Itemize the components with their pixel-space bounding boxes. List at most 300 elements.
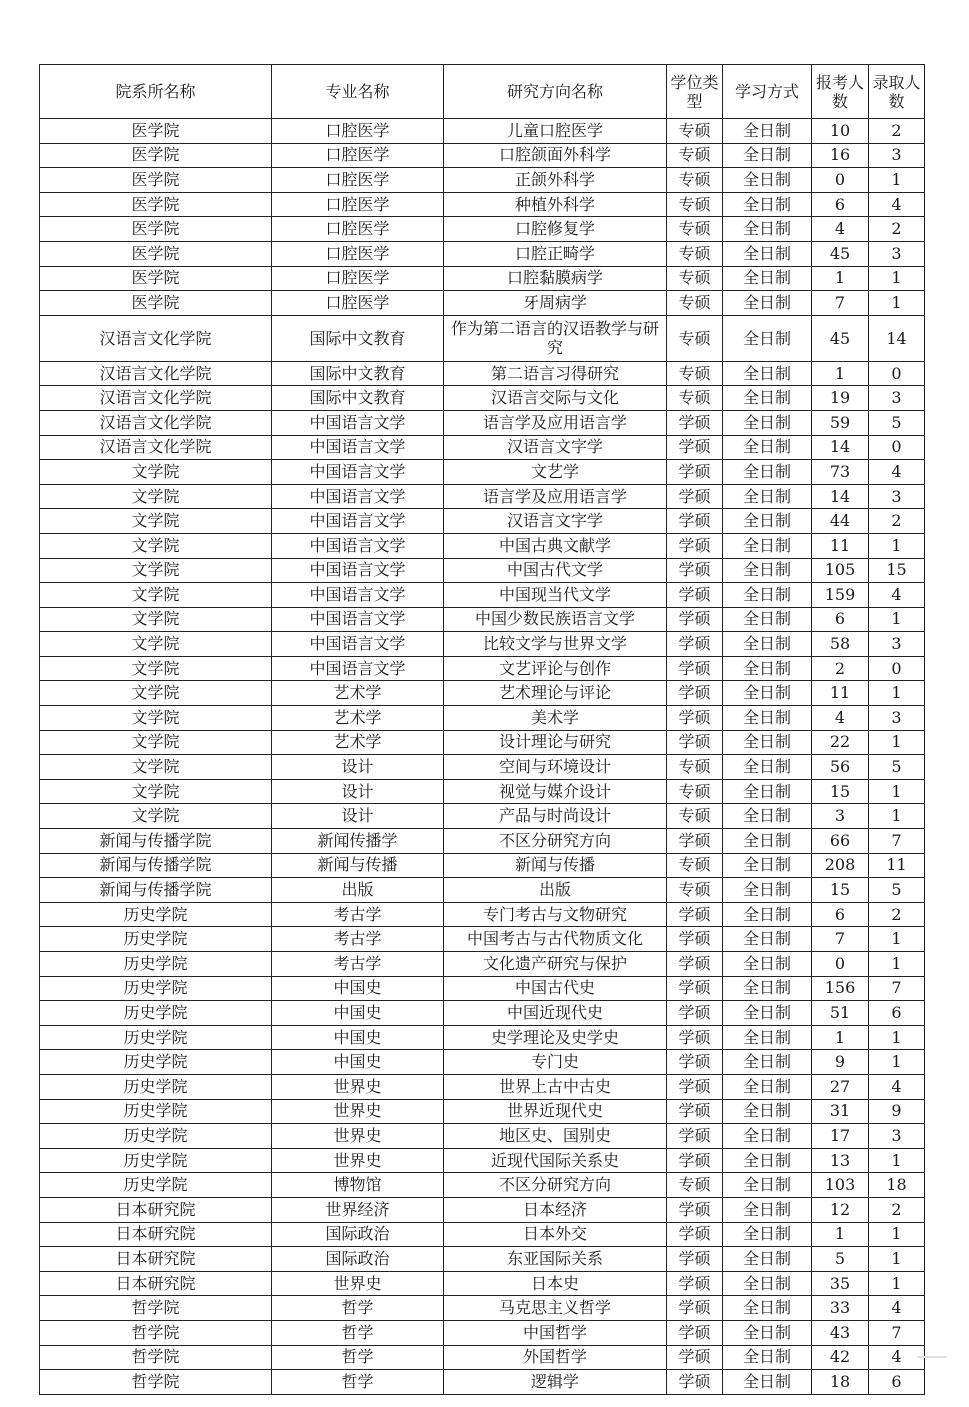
study-mode-cell: 全日制 (723, 1247, 812, 1272)
direction-cell: 美术学 (444, 706, 667, 731)
major-cell: 中国语言文学 (272, 558, 444, 583)
study-mode-cell: 全日制 (723, 952, 812, 977)
study-mode-cell: 全日制 (723, 1001, 812, 1026)
direction-cell: 东亚国际关系 (444, 1247, 667, 1272)
admitted-cell: 1 (869, 168, 925, 193)
admitted-cell: 1 (869, 1247, 925, 1272)
major-cell: 艺术学 (272, 681, 444, 706)
study-mode-cell: 全日制 (723, 484, 812, 509)
table-row (40, 952, 925, 977)
table-row (40, 558, 925, 583)
applicants-cell: 42 (812, 1345, 869, 1370)
study-mode-cell: 全日制 (723, 410, 812, 435)
table-row (40, 361, 925, 386)
direction-cell: 种植外科学 (444, 192, 667, 217)
degree-type-cell: 学硕 (667, 1271, 723, 1296)
major-cell: 中国语言文学 (272, 435, 444, 460)
table-row (40, 1296, 925, 1321)
applicants-cell: 66 (812, 829, 869, 854)
study-mode-cell: 全日制 (723, 927, 812, 952)
major-cell: 国际中文教育 (272, 386, 444, 411)
direction-cell: 史学理论及史学史 (444, 1025, 667, 1050)
direction-cell: 专门考古与文物研究 (444, 902, 667, 927)
direction-cell: 专门史 (444, 1050, 667, 1075)
applicants-cell: 18 (812, 1370, 869, 1395)
admitted-cell: 6 (869, 1001, 925, 1026)
degree-type-cell: 专硕 (667, 192, 723, 217)
major-cell: 口腔医学 (272, 168, 444, 193)
degree-type-cell: 学硕 (667, 976, 723, 1001)
major-cell: 中国史 (272, 976, 444, 1001)
table-row (40, 853, 925, 878)
department-cell: 新闻与传播学院 (40, 878, 272, 903)
direction-cell: 儿童口腔医学 (444, 119, 667, 144)
table-row (40, 410, 925, 435)
department-cell: 新闻与传播学院 (40, 853, 272, 878)
study-mode-cell: 全日制 (723, 241, 812, 266)
degree-type-cell: 专硕 (667, 779, 723, 804)
table-row (40, 1271, 925, 1296)
study-mode-cell: 全日制 (723, 533, 812, 558)
study-mode-cell: 全日制 (723, 976, 812, 1001)
degree-type-cell: 学硕 (667, 583, 723, 608)
admitted-cell: 0 (869, 361, 925, 386)
study-mode-cell: 全日制 (723, 143, 812, 168)
department-cell: 历史学院 (40, 1050, 272, 1075)
admissions-table (39, 64, 925, 1395)
applicants-cell: 59 (812, 410, 869, 435)
department-cell: 日本研究院 (40, 1271, 272, 1296)
applicants-cell: 12 (812, 1197, 869, 1222)
study-mode-cell: 全日制 (723, 1222, 812, 1247)
study-mode-cell: 全日制 (723, 706, 812, 731)
major-cell: 中国史 (272, 1001, 444, 1026)
admitted-cell: 15 (869, 558, 925, 583)
table-row (40, 755, 925, 780)
applicants-cell: 11 (812, 681, 869, 706)
degree-type-cell: 专硕 (667, 755, 723, 780)
table-row (40, 533, 925, 558)
major-cell: 出版 (272, 878, 444, 903)
admitted-cell: 6 (869, 1370, 925, 1395)
degree-type-cell: 学硕 (667, 829, 723, 854)
table-row (40, 1001, 925, 1026)
applicants-cell: 1 (812, 1222, 869, 1247)
admitted-cell: 3 (869, 706, 925, 731)
direction-cell: 地区史、国别史 (444, 1124, 667, 1149)
major-cell: 世界史 (272, 1124, 444, 1149)
department-cell: 汉语言文化学院 (40, 361, 272, 386)
department-cell: 哲学院 (40, 1320, 272, 1345)
table-row (40, 632, 925, 657)
direction-cell: 口腔黏膜病学 (444, 266, 667, 291)
major-cell: 中国语言文学 (272, 583, 444, 608)
applicants-cell: 56 (812, 755, 869, 780)
direction-cell: 中国古代文学 (444, 558, 667, 583)
direction-cell: 中国近现代史 (444, 1001, 667, 1026)
table-row (40, 1222, 925, 1247)
admitted-cell: 2 (869, 119, 925, 144)
applicants-cell: 17 (812, 1124, 869, 1149)
major-cell: 中国语言文学 (272, 460, 444, 485)
table-row (40, 1345, 925, 1370)
major-cell: 中国语言文学 (272, 656, 444, 681)
table-row (40, 291, 925, 316)
admitted-cell: 3 (869, 241, 925, 266)
department-cell: 历史学院 (40, 976, 272, 1001)
applicants-cell: 6 (812, 607, 869, 632)
table-row (40, 583, 925, 608)
admitted-cell: 3 (869, 386, 925, 411)
admitted-cell: 1 (869, 1222, 925, 1247)
study-mode-cell: 全日制 (723, 192, 812, 217)
admitted-cell: 7 (869, 1320, 925, 1345)
admitted-cell: 1 (869, 730, 925, 755)
direction-cell: 牙周病学 (444, 291, 667, 316)
department-cell: 历史学院 (40, 902, 272, 927)
major-cell: 哲学 (272, 1320, 444, 1345)
direction-cell: 口腔颌面外科学 (444, 143, 667, 168)
scroll-indicator (917, 1356, 947, 1358)
department-cell: 哲学院 (40, 1296, 272, 1321)
admitted-cell: 5 (869, 878, 925, 903)
department-cell: 历史学院 (40, 1173, 272, 1198)
degree-type-cell: 学硕 (667, 1197, 723, 1222)
admitted-cell: 3 (869, 484, 925, 509)
study-mode-cell: 全日制 (723, 583, 812, 608)
table-row (40, 509, 925, 534)
department-cell: 文学院 (40, 558, 272, 583)
department-cell: 文学院 (40, 460, 272, 485)
degree-type-cell: 学硕 (667, 1320, 723, 1345)
table-row (40, 1099, 925, 1124)
header-admitted: 录取人数 (869, 65, 925, 119)
department-cell: 医学院 (40, 217, 272, 242)
table-row (40, 1247, 925, 1272)
applicants-cell: 51 (812, 1001, 869, 1026)
department-cell: 医学院 (40, 119, 272, 144)
applicants-cell: 1 (812, 1025, 869, 1050)
department-cell: 医学院 (40, 291, 272, 316)
table-header (40, 65, 925, 119)
table-row (40, 706, 925, 731)
admitted-cell: 4 (869, 1074, 925, 1099)
applicants-cell: 15 (812, 878, 869, 903)
table-row (40, 266, 925, 291)
applicants-cell: 43 (812, 1320, 869, 1345)
direction-cell: 语言学及应用语言学 (444, 410, 667, 435)
degree-type-cell: 专硕 (667, 168, 723, 193)
direction-cell: 中国哲学 (444, 1320, 667, 1345)
applicants-cell: 7 (812, 927, 869, 952)
table-row (40, 730, 925, 755)
admitted-cell: 1 (869, 681, 925, 706)
applicants-cell: 208 (812, 853, 869, 878)
department-cell: 历史学院 (40, 927, 272, 952)
applicants-cell: 73 (812, 460, 869, 485)
major-cell: 国际中文教育 (272, 361, 444, 386)
table-row (40, 779, 925, 804)
applicants-cell: 27 (812, 1074, 869, 1099)
applicants-cell: 15 (812, 779, 869, 804)
degree-type-cell: 学硕 (667, 952, 723, 977)
table-row (40, 1074, 925, 1099)
applicants-cell: 4 (812, 217, 869, 242)
degree-type-cell: 专硕 (667, 386, 723, 411)
major-cell: 口腔医学 (272, 241, 444, 266)
degree-type-cell: 学硕 (667, 558, 723, 583)
direction-cell: 产品与时尚设计 (444, 804, 667, 829)
study-mode-cell: 全日制 (723, 1296, 812, 1321)
table-row (40, 386, 925, 411)
applicants-cell: 0 (812, 952, 869, 977)
applicants-cell: 45 (812, 315, 869, 361)
degree-type-cell: 学硕 (667, 1099, 723, 1124)
table-row (40, 927, 925, 952)
direction-cell: 正颌外科学 (444, 168, 667, 193)
direction-cell: 不区分研究方向 (444, 829, 667, 854)
direction-cell: 中国古代史 (444, 976, 667, 1001)
department-cell: 文学院 (40, 632, 272, 657)
table-row (40, 1320, 925, 1345)
degree-type-cell: 学硕 (667, 410, 723, 435)
table-row (40, 656, 925, 681)
table-row (40, 143, 925, 168)
degree-type-cell: 学硕 (667, 509, 723, 534)
direction-cell: 日本外交 (444, 1222, 667, 1247)
direction-cell: 汉语言文字学 (444, 509, 667, 534)
table-row (40, 315, 925, 361)
table-row (40, 1197, 925, 1222)
applicants-cell: 16 (812, 143, 869, 168)
degree-type-cell: 专硕 (667, 804, 723, 829)
applicants-cell: 22 (812, 730, 869, 755)
applicants-cell: 35 (812, 1271, 869, 1296)
direction-cell: 文艺评论与创作 (444, 656, 667, 681)
admissions-table-sheet (39, 64, 924, 1395)
direction-cell: 视觉与媒介设计 (444, 779, 667, 804)
admitted-cell: 1 (869, 952, 925, 977)
study-mode-cell: 全日制 (723, 779, 812, 804)
direction-cell: 艺术理论与评论 (444, 681, 667, 706)
department-cell: 历史学院 (40, 1074, 272, 1099)
admitted-cell: 0 (869, 656, 925, 681)
study-mode-cell: 全日制 (723, 632, 812, 657)
direction-cell: 口腔修复学 (444, 217, 667, 242)
study-mode-cell: 全日制 (723, 1074, 812, 1099)
department-cell: 医学院 (40, 168, 272, 193)
department-cell: 医学院 (40, 241, 272, 266)
major-cell: 口腔医学 (272, 291, 444, 316)
direction-cell: 作为第二语言的汉语教学与研究 (444, 315, 667, 361)
table-row (40, 1173, 925, 1198)
admitted-cell: 4 (869, 583, 925, 608)
applicants-cell: 2 (812, 656, 869, 681)
study-mode-cell: 全日制 (723, 1124, 812, 1149)
admitted-cell: 3 (869, 1124, 925, 1149)
degree-type-cell: 专硕 (667, 266, 723, 291)
admitted-cell: 1 (869, 779, 925, 804)
department-cell: 日本研究院 (40, 1222, 272, 1247)
table-row (40, 119, 925, 144)
applicants-cell: 58 (812, 632, 869, 657)
direction-cell: 空间与环境设计 (444, 755, 667, 780)
department-cell: 文学院 (40, 484, 272, 509)
applicants-cell: 103 (812, 1173, 869, 1198)
department-cell: 文学院 (40, 804, 272, 829)
degree-type-cell: 专硕 (667, 119, 723, 144)
study-mode-cell: 全日制 (723, 1173, 812, 1198)
major-cell: 中国语言文学 (272, 607, 444, 632)
degree-type-cell: 专硕 (667, 217, 723, 242)
department-cell: 历史学院 (40, 952, 272, 977)
applicants-cell: 1 (812, 266, 869, 291)
admitted-cell: 2 (869, 902, 925, 927)
table-row (40, 1148, 925, 1173)
degree-type-cell: 专硕 (667, 291, 723, 316)
header-study-mode: 学习方式 (723, 65, 812, 119)
major-cell: 哲学 (272, 1296, 444, 1321)
department-cell: 文学院 (40, 533, 272, 558)
degree-type-cell: 学硕 (667, 460, 723, 485)
direction-cell: 新闻与传播 (444, 853, 667, 878)
study-mode-cell: 全日制 (723, 1025, 812, 1050)
table-row (40, 192, 925, 217)
department-cell: 历史学院 (40, 1025, 272, 1050)
table-row (40, 460, 925, 485)
applicants-cell: 0 (812, 168, 869, 193)
degree-type-cell: 学硕 (667, 632, 723, 657)
applicants-cell: 7 (812, 291, 869, 316)
major-cell: 口腔医学 (272, 119, 444, 144)
study-mode-cell: 全日制 (723, 361, 812, 386)
table-body (40, 119, 925, 1395)
major-cell: 艺术学 (272, 706, 444, 731)
header-degree-type: 学位类型 (667, 65, 723, 119)
department-cell: 日本研究院 (40, 1247, 272, 1272)
major-cell: 口腔医学 (272, 143, 444, 168)
admitted-cell: 1 (869, 266, 925, 291)
direction-cell: 外国哲学 (444, 1345, 667, 1370)
degree-type-cell: 学硕 (667, 607, 723, 632)
table-row (40, 1370, 925, 1395)
admitted-cell: 4 (869, 192, 925, 217)
table-row (40, 241, 925, 266)
admitted-cell: 7 (869, 829, 925, 854)
table-row (40, 681, 925, 706)
study-mode-cell: 全日制 (723, 829, 812, 854)
study-mode-cell: 全日制 (723, 853, 812, 878)
admitted-cell: 2 (869, 1197, 925, 1222)
degree-type-cell: 学硕 (667, 435, 723, 460)
major-cell: 国际政治 (272, 1222, 444, 1247)
major-cell: 新闻传播学 (272, 829, 444, 854)
department-cell: 哲学院 (40, 1345, 272, 1370)
major-cell: 世界史 (272, 1099, 444, 1124)
degree-type-cell: 学硕 (667, 1050, 723, 1075)
applicants-cell: 19 (812, 386, 869, 411)
major-cell: 国际政治 (272, 1247, 444, 1272)
degree-type-cell: 学硕 (667, 1025, 723, 1050)
applicants-cell: 10 (812, 119, 869, 144)
admitted-cell: 1 (869, 1271, 925, 1296)
admitted-cell: 1 (869, 533, 925, 558)
major-cell: 中国史 (272, 1050, 444, 1075)
degree-type-cell: 专硕 (667, 853, 723, 878)
header-applicants: 报考人数 (812, 65, 869, 119)
admitted-cell: 5 (869, 410, 925, 435)
department-cell: 文学院 (40, 583, 272, 608)
department-cell: 文学院 (40, 509, 272, 534)
direction-cell: 第二语言习得研究 (444, 361, 667, 386)
applicants-cell: 31 (812, 1099, 869, 1124)
major-cell: 艺术学 (272, 730, 444, 755)
major-cell: 考古学 (272, 927, 444, 952)
degree-type-cell: 学硕 (667, 1370, 723, 1395)
header-major: 专业名称 (272, 65, 444, 119)
major-cell: 哲学 (272, 1345, 444, 1370)
degree-type-cell: 学硕 (667, 656, 723, 681)
degree-type-cell: 学硕 (667, 681, 723, 706)
study-mode-cell: 全日制 (723, 656, 812, 681)
study-mode-cell: 全日制 (723, 1197, 812, 1222)
direction-cell: 比较文学与世界文学 (444, 632, 667, 657)
degree-type-cell: 学硕 (667, 706, 723, 731)
major-cell: 设计 (272, 779, 444, 804)
major-cell: 中国语言文学 (272, 410, 444, 435)
admitted-cell: 9 (869, 1099, 925, 1124)
applicants-cell: 156 (812, 976, 869, 1001)
department-cell: 医学院 (40, 266, 272, 291)
major-cell: 中国史 (272, 1025, 444, 1050)
major-cell: 新闻与传播 (272, 853, 444, 878)
department-cell: 历史学院 (40, 1001, 272, 1026)
applicants-cell: 4 (812, 706, 869, 731)
degree-type-cell: 学硕 (667, 484, 723, 509)
applicants-cell: 45 (812, 241, 869, 266)
direction-cell: 文化遗产研究与保护 (444, 952, 667, 977)
admitted-cell: 2 (869, 509, 925, 534)
admitted-cell: 1 (869, 804, 925, 829)
degree-type-cell: 专硕 (667, 143, 723, 168)
direction-cell: 中国少数民族语言文学 (444, 607, 667, 632)
department-cell: 日本研究院 (40, 1197, 272, 1222)
major-cell: 考古学 (272, 902, 444, 927)
applicants-cell: 105 (812, 558, 869, 583)
degree-type-cell: 学硕 (667, 533, 723, 558)
direction-cell: 口腔正畸学 (444, 241, 667, 266)
degree-type-cell: 学硕 (667, 1222, 723, 1247)
admitted-cell: 1 (869, 291, 925, 316)
table-row (40, 484, 925, 509)
degree-type-cell: 学硕 (667, 730, 723, 755)
admitted-cell: 1 (869, 1025, 925, 1050)
admitted-cell: 3 (869, 632, 925, 657)
department-cell: 历史学院 (40, 1099, 272, 1124)
study-mode-cell: 全日制 (723, 804, 812, 829)
department-cell: 汉语言文化学院 (40, 410, 272, 435)
direction-cell: 马克思主义哲学 (444, 1296, 667, 1321)
degree-type-cell: 学硕 (667, 927, 723, 952)
degree-type-cell: 学硕 (667, 1001, 723, 1026)
direction-cell: 中国考古与古代物质文化 (444, 927, 667, 952)
department-cell: 哲学院 (40, 1370, 272, 1395)
admitted-cell: 3 (869, 143, 925, 168)
department-cell: 文学院 (40, 730, 272, 755)
study-mode-cell: 全日制 (723, 878, 812, 903)
study-mode-cell: 全日制 (723, 558, 812, 583)
study-mode-cell: 全日制 (723, 509, 812, 534)
